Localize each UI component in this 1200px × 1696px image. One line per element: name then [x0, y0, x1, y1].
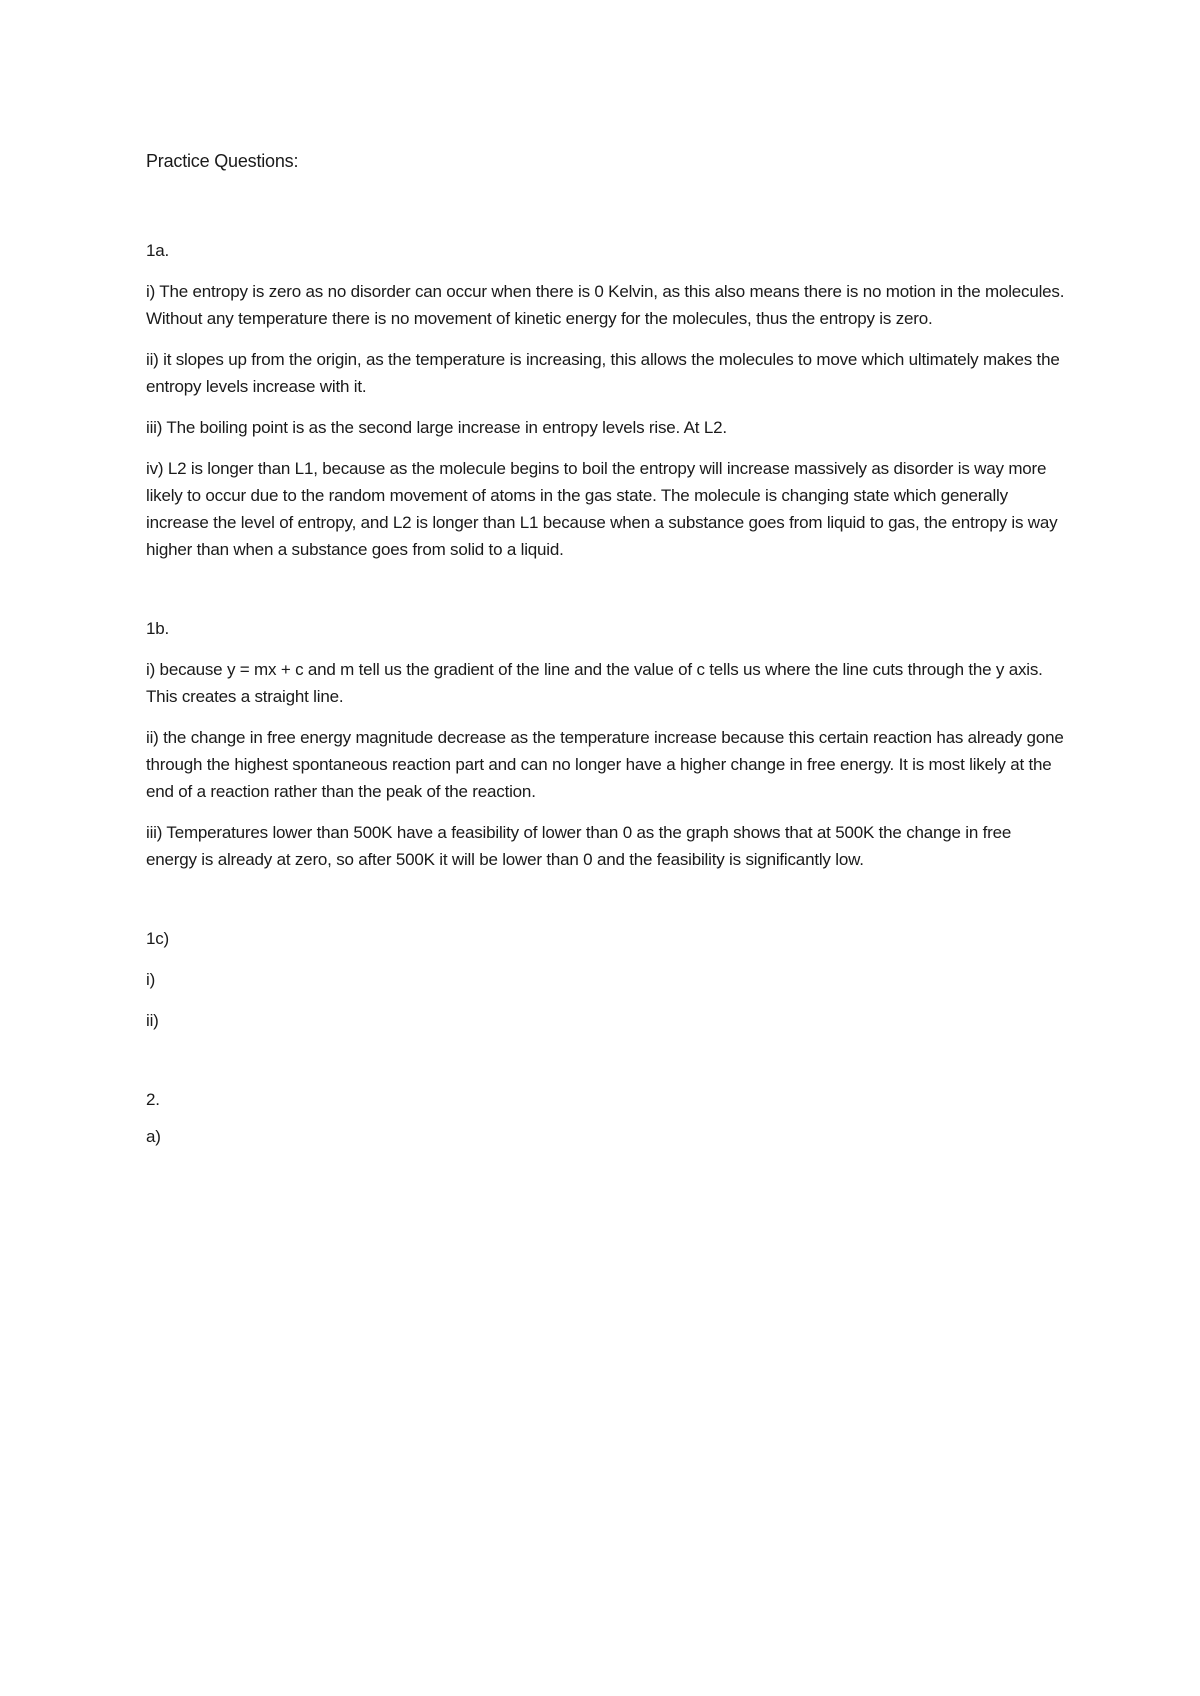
- answer-1c-i: i): [146, 970, 156, 989]
- question-1a-heading: 1a.: [146, 241, 170, 260]
- question-1c-section: [146, 925, 1066, 1034]
- answer-1b-iii: iii) Temperatures lower than 500K have a feasibility of lower than 0 as the graph shows that at 500K the change in free energy is already at zero, so after 500K it will be lower than 0 and the feasibility is significantly low.: [146, 823, 1012, 869]
- answer-2-a: a): [146, 1127, 161, 1146]
- answer-1a-iii: iii) The boiling point is as the second large increase in entropy levels rise. At L2.: [146, 418, 727, 437]
- question-1b-heading: 1b.: [146, 619, 170, 638]
- answer-1a-ii: ii) it slopes up from the origin, as the temperature is increasing, this allows the molecules to move which ultimately makes the entropy levels increase with it.: [146, 350, 1060, 396]
- answer-1a-iv: iv) L2 is longer than L1, because as the molecule begins to boil the entropy will increase massively as disorder is way more likely to occur due to the random movement of atoms in the gas state. The molecule is changing state which generally increase the level of entropy, and L2 is longer than L1 because when a substance goes from liquid to gas, the entropy is way higher than when a substance goes from solid to a liquid.: [146, 459, 1058, 559]
- document-body: [146, 148, 1066, 1164]
- question-2-section: [146, 1086, 1066, 1150]
- answer-1b-i: i) because y = mx + c and m tell us the gradient of the line and the value of c tells us where the line cuts through the y axis. This creates a straight line.: [146, 660, 1043, 706]
- question-1c-heading: 1c): [146, 929, 170, 948]
- answer-1b-ii: ii) the change in free energy magnitude decrease as the temperature increase because this certain reaction has already gone through the highest spontaneous reaction part and can no longer have a higher change in free energy. It is most likely at the end of a reaction rather than the peak of the reaction.: [146, 728, 1064, 801]
- answer-1c-ii: ii): [146, 1011, 159, 1030]
- question-1a-section: [146, 237, 1066, 563]
- question-1b-section: [146, 615, 1066, 873]
- answer-1a-i: i) The entropy is zero as no disorder can occur when there is 0 Kelvin, as this also means there is no motion in the molecules. Without any temperature there is no movement of kinetic energy for the molecules, thus the entropy is zero.: [146, 282, 1065, 328]
- document-title: Practice Questions:: [146, 151, 299, 171]
- question-2-heading: 2.: [146, 1090, 160, 1109]
